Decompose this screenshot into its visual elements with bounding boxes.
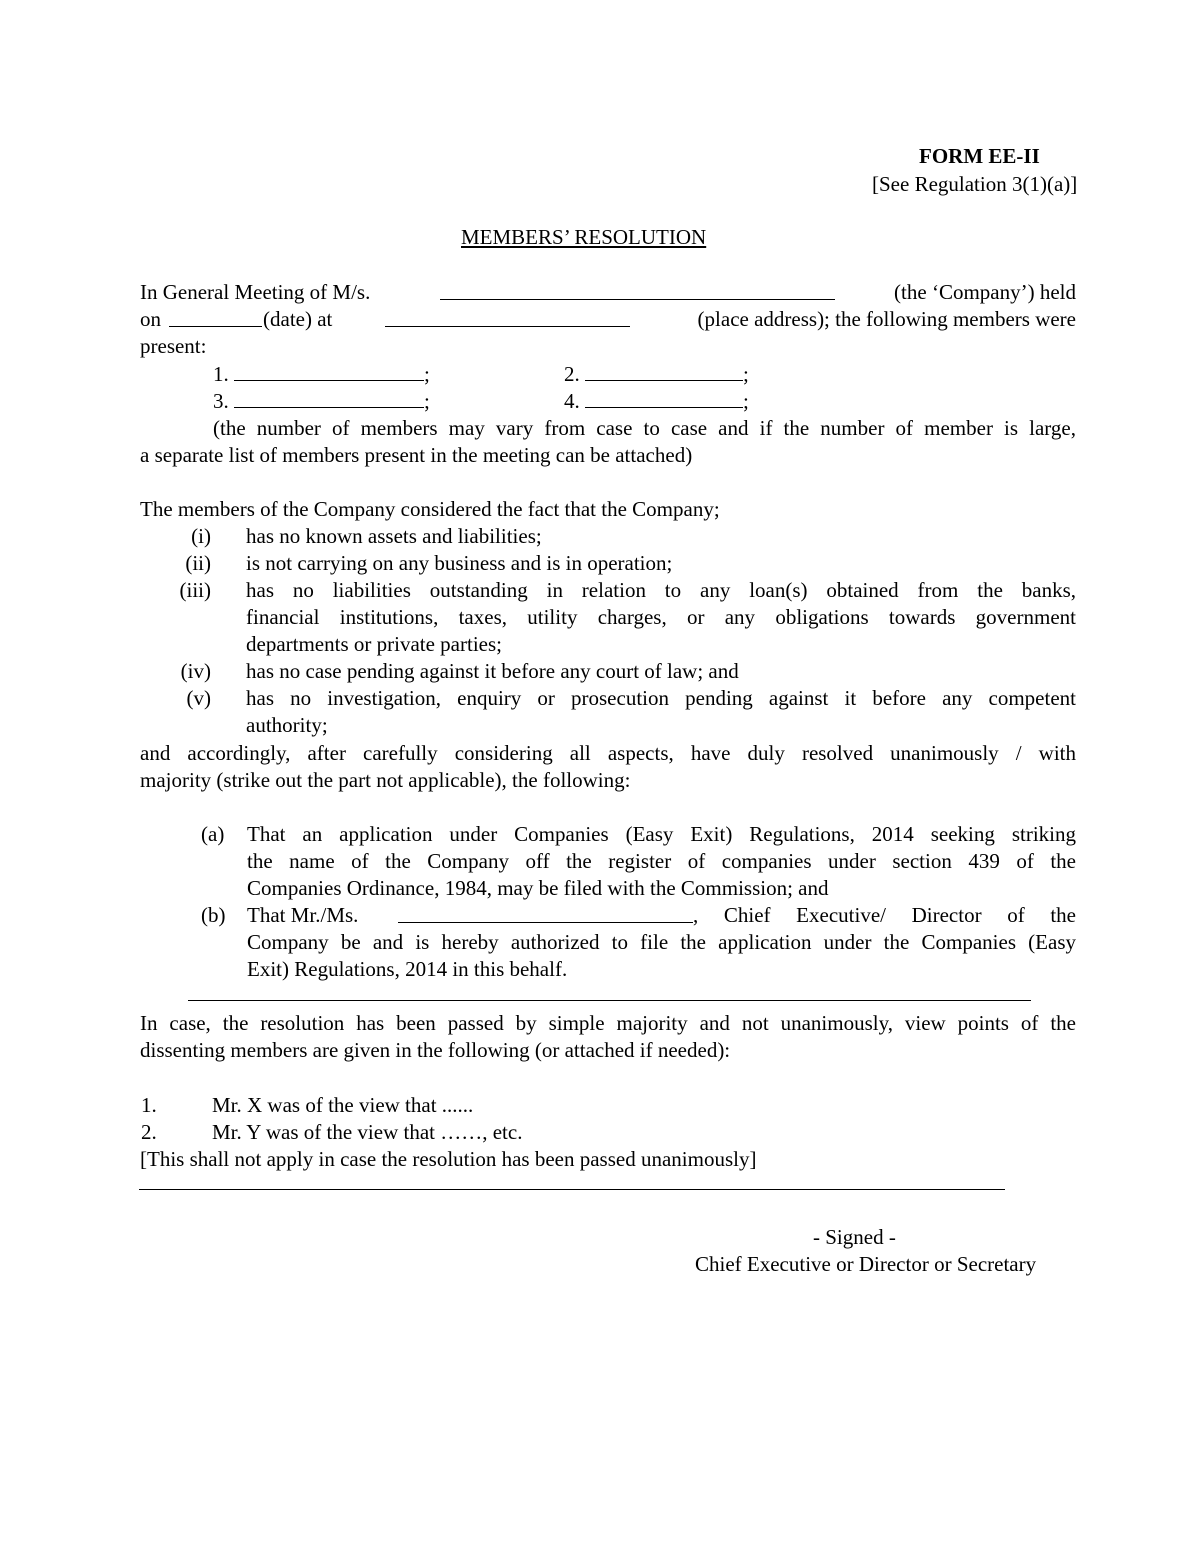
dissent-line-2: dissenting members are given in the following (or attached if needed): [140, 1038, 731, 1062]
resolution-a-text: That an application under Companies (Easy Exit) Regulations, 2014 seeking striking [247, 822, 1076, 846]
resolution-b-that: That Mr./Ms. [247, 903, 359, 927]
fact-text: departments or private parties; [246, 632, 502, 656]
intro-text-place: (place address); the following members were [697, 307, 1076, 331]
place-address-blank [385, 306, 630, 327]
section-divider [188, 1000, 1031, 1001]
member-entry-3 [213, 387, 430, 415]
resolution-b-text: Company be and is hereby authorized to file the application under the Companies (Easy [247, 930, 1076, 954]
fact-label: (iii) [179, 578, 211, 602]
document-title: MEMBERS’ RESOLUTION [461, 225, 707, 249]
member-separator: ; [743, 389, 749, 413]
fact-text: has no case pending against it before any court of law; and [246, 659, 739, 683]
dissent-number: 2. [141, 1120, 157, 1144]
member-separator: ; [743, 362, 749, 386]
fact-text: has no known assets and liabilities; [246, 524, 542, 548]
member-number: 3. [213, 389, 229, 413]
authorized-person-blank [398, 902, 693, 923]
member-name-blank [585, 360, 743, 381]
resolution-b-role: , Chief Executive/ Director of the [693, 903, 1076, 927]
member-entry-2 [564, 360, 749, 388]
dissent-number: 1. [141, 1093, 157, 1117]
intro-text-company: (the ‘Company’) held [894, 280, 1076, 304]
date-blank [169, 306, 262, 327]
intro-line-1 [140, 279, 1076, 306]
form-title: FORM EE-II [919, 144, 1040, 168]
fact-text: has no liabilities outstanding in relation to any loan(s) obtained from the banks, [246, 578, 1076, 602]
dissent-note: [This shall not apply in case the resolution has been passed unanimously] [140, 1147, 757, 1171]
closing-divider [139, 1189, 1005, 1190]
resolution-label-b: (b) [201, 903, 226, 927]
fact-text: authority; [246, 713, 328, 737]
members-note-line-1: (the number of members may vary from case to case and if the number of member is large, [213, 416, 1076, 440]
member-name-blank [585, 387, 743, 408]
regulation-reference: [See Regulation 3(1)(a)] [872, 172, 1078, 196]
resolution-a-text: the name of the Company off the register of companies under section 439 of the [247, 849, 1076, 873]
dissent-line-1: In case, the resolution has been passed by simple majority and not unanimously, view points of the [140, 1011, 1076, 1035]
resolution-b-line-1 [247, 902, 1076, 929]
member-separator: ; [424, 389, 430, 413]
fact-label: (i) [191, 524, 211, 548]
member-separator: ; [424, 362, 430, 386]
intro-text-date: (date) at [263, 307, 333, 331]
resolution-b-text: Exit) Regulations, 2014 in this behalf. [247, 957, 568, 981]
intro-line-3: present: [140, 334, 207, 358]
member-number: 1. [213, 362, 229, 386]
signed-label: - Signed - [813, 1225, 896, 1249]
members-note-line-2: a separate list of members present in the meeting can be attached) [140, 443, 693, 467]
member-number: 2. [564, 362, 580, 386]
member-entry-4 [564, 387, 749, 415]
resolution-label-a: (a) [201, 822, 225, 846]
company-name-blank [440, 279, 835, 300]
dissent-item: Mr. Y was of the view that ……, etc. [212, 1120, 523, 1144]
fact-text: financial institutions, taxes, utility charges, or any obligations towards government [246, 605, 1076, 629]
resolution-a-text: Companies Ordinance, 1984, may be filed with the Commission; and [247, 876, 829, 900]
fact-text: is not carrying on any business and is in operation; [246, 551, 673, 575]
intro-text-general-meeting: In General Meeting of M/s. [140, 280, 371, 304]
intro-line-2 [140, 306, 1076, 333]
conclusion-line-2: majority (strike out the part not applicable), the following: [140, 768, 631, 792]
member-name-blank [234, 387, 424, 408]
fact-label: (ii) [185, 551, 211, 575]
intro-text-on: on [140, 307, 161, 331]
fact-label: (v) [186, 686, 211, 710]
fact-label: (iv) [180, 659, 211, 683]
conclusion-line-1: and accordingly, after carefully considering all aspects, have duly resolved unanimously / with [140, 741, 1076, 765]
member-name-blank [234, 360, 424, 381]
member-entry-1 [213, 360, 430, 388]
member-number: 4. [564, 389, 580, 413]
signatory-role: Chief Executive or Director or Secretary [695, 1252, 1037, 1276]
fact-text: has no investigation, enquiry or prosecution pending against it before any competent [246, 686, 1076, 710]
dissent-item: Mr. X was of the view that ...... [212, 1093, 474, 1117]
considered-intro: The members of the Company considered the fact that the Company; [140, 497, 720, 521]
